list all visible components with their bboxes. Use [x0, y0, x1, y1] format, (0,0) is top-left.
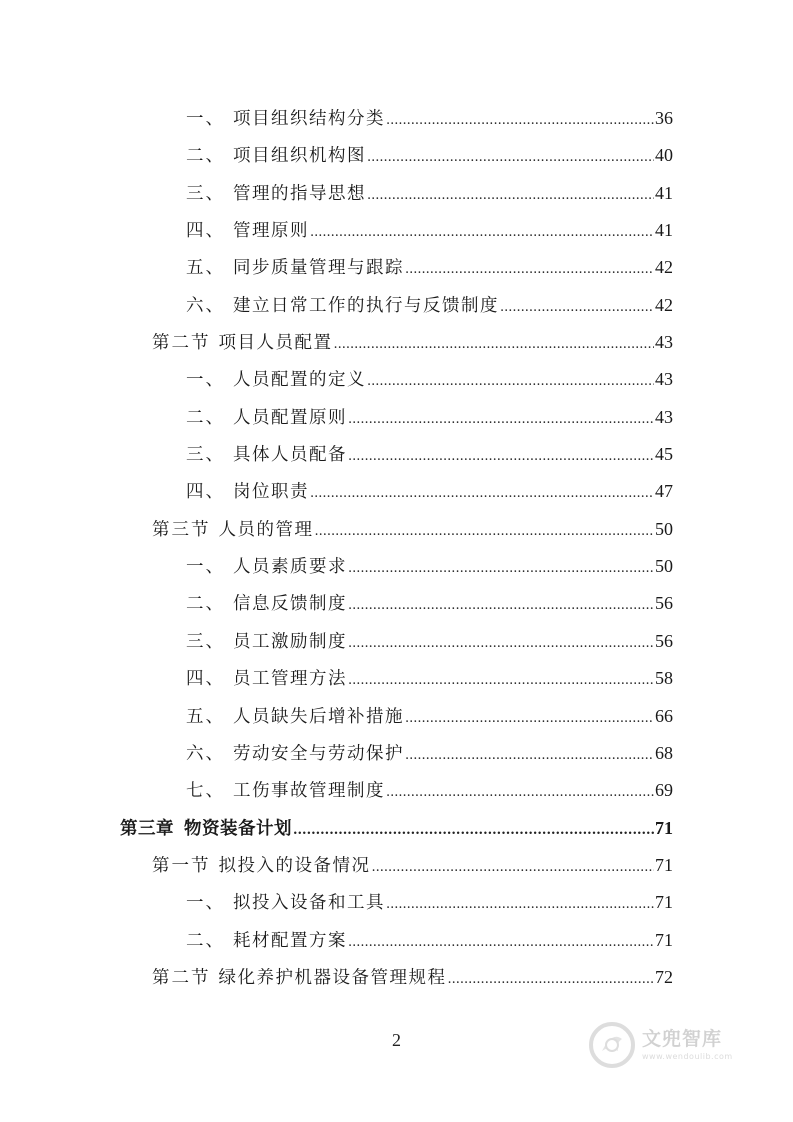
toc-entry-title: 绿化养护机器设备管理规程	[218, 967, 447, 988]
toc-entry-title: 人员配置的定义	[233, 370, 366, 391]
toc-entry-page: 45	[655, 444, 673, 465]
toc-entry-page: 43	[655, 406, 673, 427]
toc-entry-title: 项目人员配置	[218, 333, 333, 354]
toc-entry-sub[interactable]	[0, 735, 673, 772]
toc-entry-section[interactable]	[0, 847, 673, 884]
toc-entry-page: 69	[655, 780, 673, 801]
watermark-logo-icon	[588, 1021, 636, 1069]
toc-entry-page: 56	[655, 593, 673, 614]
toc-dot-leader	[293, 812, 654, 849]
toc-entry-title: 耗材配置方案	[233, 930, 347, 951]
toc-dot-leader	[405, 700, 654, 737]
toc-entry-number: 二、	[186, 930, 225, 951]
toc-dot-leader	[348, 587, 654, 624]
toc-entry-sub[interactable]	[0, 585, 673, 622]
toc-dot-leader	[405, 251, 654, 288]
toc-entry-title: 建立日常工作的执行与反馈制度	[233, 295, 499, 316]
toc-entry-title: 拟投入的设备情况	[218, 855, 371, 876]
toc-entry-section[interactable]	[0, 324, 673, 361]
toc-entry-title: 人员缺失后增补措施	[233, 706, 404, 727]
toc-entry-sub[interactable]	[0, 473, 673, 510]
toc-entry-title: 项目组织机构图	[233, 146, 366, 167]
toc-entry-number: 一、	[186, 109, 225, 129]
toc-entry-number: 第二节	[152, 967, 211, 988]
toc-entry-sub[interactable]	[0, 175, 673, 212]
watermark-name: 文兜智库	[642, 1027, 723, 1050]
toc-entry-title: 工伤事故管理制度	[233, 781, 385, 802]
toc-entry-number: 五、	[186, 258, 225, 279]
watermark	[588, 1016, 758, 1074]
toc-dot-leader	[367, 363, 654, 400]
toc-entry-page: 71	[655, 854, 673, 875]
toc-entry-title: 人员的管理	[218, 519, 314, 540]
toc-dot-leader	[348, 401, 654, 438]
toc-entry-page: 56	[655, 630, 673, 651]
toc-dot-leader	[386, 774, 654, 811]
toc-entry-number: 五、	[186, 706, 225, 727]
toc-entry-number: 三、	[186, 631, 225, 652]
toc-entry-sub[interactable]	[0, 698, 673, 735]
toc-entry-page: 36	[655, 108, 673, 128]
toc-dot-leader	[500, 289, 654, 326]
toc-entry-page: 50	[655, 556, 673, 577]
toc-entry-title: 物资装备计划	[184, 818, 292, 839]
toc-entry-title: 人员配置原则	[233, 407, 347, 428]
toc-dot-leader	[348, 625, 654, 662]
toc-entry-number: 三、	[186, 183, 225, 204]
toc-entry-sub[interactable]	[0, 399, 673, 436]
toc-entry-page: 66	[655, 705, 673, 726]
toc-entry-page: 50	[655, 518, 673, 539]
toc-entry-number: 三、	[186, 445, 225, 466]
toc-entry-title: 劳动安全与劳动保护	[233, 743, 404, 764]
toc-entry-sub[interactable]	[0, 249, 673, 286]
toc-entry-number: 四、	[186, 669, 225, 690]
toc-entry-title: 员工管理方法	[233, 669, 347, 690]
toc-entry-page: 71	[655, 892, 673, 913]
toc-entry-sub[interactable]	[0, 212, 673, 249]
toc-dot-leader	[448, 961, 655, 998]
toc-entry-page: 58	[655, 668, 673, 689]
toc-dot-leader	[405, 737, 654, 774]
toc-entry-title: 管理的指导思想	[233, 183, 366, 204]
toc-entry-number: 六、	[186, 295, 225, 316]
toc-dot-leader	[348, 662, 654, 699]
toc-entry-title: 同步质量管理与跟踪	[233, 258, 404, 279]
toc-dot-leader	[310, 214, 654, 251]
toc-entry-page: 71	[655, 929, 673, 950]
toc-entry-number: 二、	[186, 146, 225, 167]
toc-entry-sub[interactable]	[0, 436, 673, 473]
toc-entry-sub[interactable]	[0, 660, 673, 697]
toc-entry-sub[interactable]	[0, 772, 673, 809]
toc-entry-number: 四、	[186, 482, 225, 503]
toc-entry-number: 第二节	[152, 333, 211, 354]
toc-entry-title: 拟投入设备和工具	[233, 893, 385, 914]
toc-entry-sub[interactable]	[0, 548, 673, 585]
toc-entry-title: 员工激励制度	[233, 631, 347, 652]
toc-dot-leader	[367, 139, 654, 176]
toc-dot-leader	[348, 550, 654, 587]
toc-entry-title: 人员素质要求	[233, 557, 347, 578]
toc-entry-title: 信息反馈制度	[233, 594, 347, 615]
toc-entry-number: 第一节	[152, 855, 211, 876]
toc-entry-number: 第三章	[120, 818, 174, 839]
toc-entry-number: 六、	[186, 743, 225, 764]
toc-entry-section[interactable]	[0, 959, 673, 996]
toc-entry-sub[interactable]	[0, 623, 673, 660]
toc-entry-sub[interactable]	[0, 137, 673, 174]
toc-dot-leader	[386, 102, 654, 139]
toc-dot-leader	[334, 326, 655, 363]
toc-dot-leader	[372, 849, 655, 886]
toc-entry-title: 具体人员配备	[233, 445, 347, 466]
toc-entry-section[interactable]	[0, 511, 673, 548]
toc-entry-page: 47	[655, 481, 673, 502]
toc-entry-page: 43	[655, 369, 673, 390]
toc-entry-page: 42	[655, 257, 673, 278]
table-of-contents	[0, 100, 793, 996]
toc-entry-number: 四、	[186, 221, 225, 242]
toc-entry-page: 41	[655, 220, 673, 241]
toc-dot-leader	[315, 513, 655, 550]
toc-dot-leader	[367, 177, 654, 214]
toc-dot-leader	[348, 438, 654, 475]
toc-entry-sub[interactable]	[0, 100, 673, 137]
toc-entry-number: 第三节	[152, 519, 211, 540]
toc-dot-leader	[386, 886, 654, 923]
toc-entry-number: 七、	[186, 781, 225, 802]
toc-entry-page: 41	[655, 182, 673, 203]
toc-entry-chapter[interactable]	[0, 810, 673, 847]
toc-entry-page: 71	[655, 817, 673, 838]
page-number: 2	[392, 1030, 401, 1050]
toc-dot-leader	[348, 924, 654, 961]
toc-entry-title: 管理原则	[233, 221, 309, 242]
toc-entry-number: 二、	[186, 407, 225, 428]
watermark-url: www.wendoulib.com	[642, 1051, 733, 1061]
toc-entry-page: 42	[655, 294, 673, 315]
toc-entry-number: 二、	[186, 594, 225, 615]
toc-entry-number: 一、	[186, 370, 225, 391]
toc-entry-title: 岗位职责	[233, 482, 309, 503]
toc-entry-sub[interactable]	[0, 361, 673, 398]
toc-entry-sub[interactable]	[0, 287, 673, 324]
toc-entry-sub[interactable]	[0, 922, 673, 959]
toc-entry-title: 项目组织结构分类	[233, 109, 385, 129]
toc-entry-sub[interactable]	[0, 884, 673, 921]
toc-entry-page: 68	[655, 742, 673, 763]
toc-entry-page: 40	[655, 145, 673, 166]
toc-dot-leader	[310, 475, 654, 512]
toc-entry-number: 一、	[186, 893, 225, 914]
toc-entry-number: 一、	[186, 557, 225, 578]
toc-entry-page: 72	[655, 966, 673, 987]
toc-entry-page: 43	[655, 332, 673, 353]
